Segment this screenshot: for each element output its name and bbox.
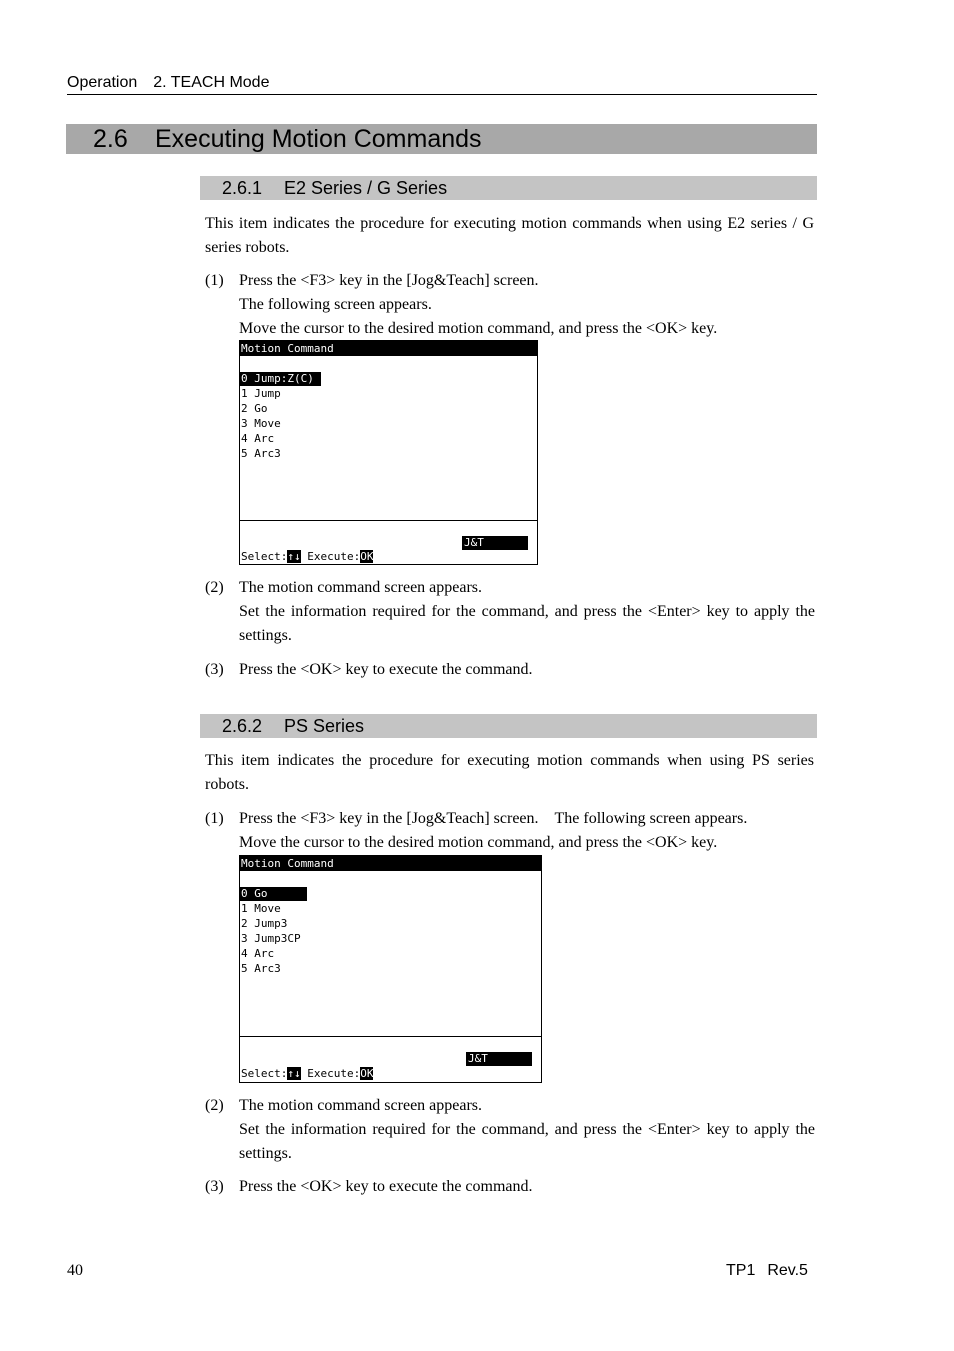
- step-number: (2): [205, 579, 224, 596]
- subsection-number: 2.6.2: [222, 716, 263, 736]
- menu-item[interactable]: 4 Arc: [241, 432, 275, 445]
- step-number: (1): [205, 272, 224, 289]
- menu-item[interactable]: 3 Move: [241, 417, 281, 430]
- section-title: Executing Motion Commands: [155, 125, 482, 153]
- subsection-heading-e2-g: [200, 176, 817, 200]
- subsection-number: 2.6.1: [222, 178, 263, 198]
- step-line: Press the <OK> key to execute the command.: [239, 1178, 533, 1195]
- header-chapter: 2. TEACH Mode: [153, 74, 270, 91]
- section-number: 2.6: [93, 125, 128, 153]
- step-line: Set the information required for the command, and press the <Enter> key to apply the settings.: [239, 603, 815, 644]
- mode-indicator: J&T: [462, 536, 528, 550]
- intro-paragraph: This item indicates the procedure for executing motion commands when using E2 series / G series robots.: [205, 215, 814, 256]
- menu-item[interactable]: 5 Arc3: [241, 962, 281, 975]
- step-line: The motion command screen appears.: [239, 1097, 483, 1114]
- footer-execute-label: Execute:: [307, 550, 361, 563]
- footer-execute-label: Execute:: [307, 1067, 361, 1080]
- menu-item-selected[interactable]: 0 Go: [240, 887, 307, 901]
- screen-footer: [240, 550, 373, 564]
- menu-item[interactable]: 5 Arc3: [241, 447, 281, 460]
- step-number: (1): [205, 810, 224, 827]
- screen-title: Motion Command: [240, 856, 541, 871]
- footer-select-label: Select:: [241, 1067, 288, 1080]
- mode-indicator: J&T: [466, 1052, 532, 1066]
- step-number: (3): [205, 661, 224, 678]
- subsection-title: E2 Series / G Series: [284, 178, 448, 198]
- step-line: Press the <F3> key in the [Jog&Teach] screen.: [239, 272, 539, 289]
- menu-item[interactable]: 4 Arc: [241, 947, 275, 960]
- header-section: Operation: [67, 74, 138, 91]
- document-id: [726, 1262, 808, 1280]
- section-heading: [66, 124, 817, 154]
- running-header: [67, 74, 269, 92]
- step-line: Move the cursor to the desired motion command, and press the <OK> key.: [239, 834, 718, 851]
- menu-item[interactable]: 1 Jump: [241, 387, 281, 400]
- page-number: 40: [67, 1262, 83, 1279]
- header-rule: [67, 94, 817, 95]
- step-text: [239, 807, 815, 855]
- menu-item[interactable]: 3 Jump3CP: [241, 932, 301, 945]
- footer-select-label: Select:: [241, 550, 288, 563]
- document-name: TP1: [726, 1262, 756, 1279]
- intro-paragraph: This item indicates the procedure for executing motion commands when using PS series robots.: [205, 752, 814, 793]
- step-line: The following screen appears.: [239, 296, 432, 313]
- screen-title: Motion Command: [240, 341, 537, 356]
- step-text: [239, 1094, 815, 1166]
- ok-key-icon: OK: [360, 550, 374, 563]
- step-number: (3): [205, 1178, 224, 1195]
- screen-footer: [240, 1067, 373, 1081]
- arrow-keys-icon: ↑↓: [287, 1067, 301, 1080]
- step-number: (2): [205, 1097, 224, 1114]
- step-line: The motion command screen appears.: [239, 579, 483, 596]
- step-line: Press the <F3> key in the [Jog&Teach] screen. The following screen appears.: [239, 810, 748, 827]
- subsection-title: PS Series: [284, 716, 365, 736]
- step-line: Set the information required for the command, and press the <Enter> key to apply the settings.: [239, 1121, 815, 1162]
- pendant-screen-motion-command: [239, 340, 538, 565]
- step-text: [239, 1175, 815, 1199]
- step-text: [239, 658, 815, 682]
- document-revision: Rev.5: [767, 1262, 808, 1279]
- step-text: [239, 576, 815, 648]
- subsection-heading-ps: [200, 714, 817, 738]
- step-line: Press the <OK> key to execute the command.: [239, 661, 533, 678]
- step-line: Move the cursor to the desired motion command, and press the <OK> key.: [239, 320, 718, 337]
- screen-divider: [240, 520, 537, 521]
- menu-item[interactable]: 2 Go: [241, 402, 268, 415]
- step-text: [239, 269, 815, 341]
- screen-divider: [240, 1036, 541, 1037]
- pendant-screen-motion-command: [239, 855, 542, 1083]
- menu-item[interactable]: 2 Jump3: [241, 917, 288, 930]
- arrow-keys-icon: ↑↓: [287, 550, 301, 563]
- menu-item-selected[interactable]: 0 Jump:Z(C): [240, 372, 321, 386]
- ok-key-icon: OK: [360, 1067, 374, 1080]
- menu-item[interactable]: 1 Move: [241, 902, 281, 915]
